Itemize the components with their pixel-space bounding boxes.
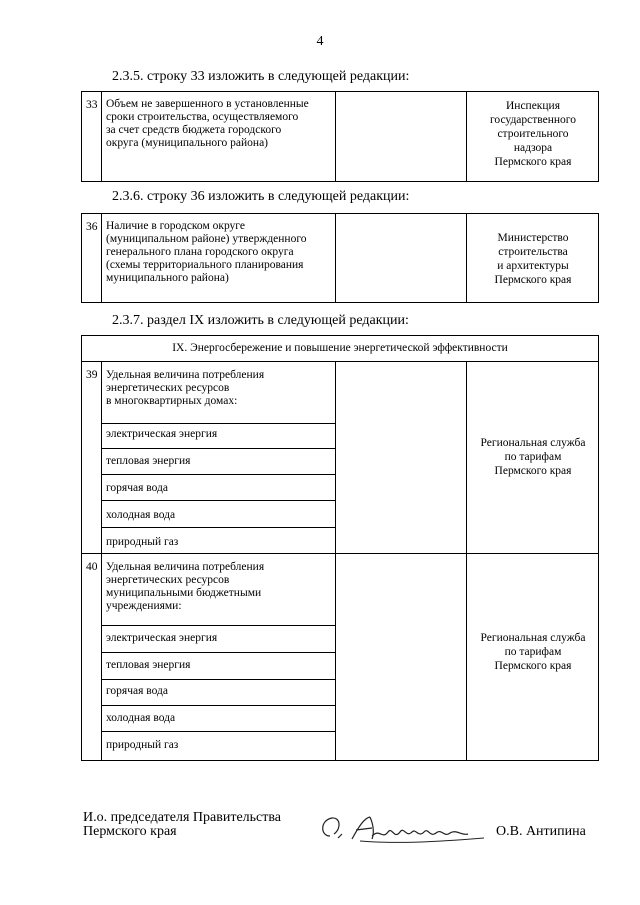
list-item: горячая вода xyxy=(106,685,168,697)
list-item: природный газ xyxy=(106,739,179,751)
list-item: холодная вода xyxy=(106,712,176,724)
section-heading-2-3-5: 2.3.5. строку 33 изложить в следующей редакции: xyxy=(112,69,410,84)
row-number: 39 xyxy=(86,369,98,381)
list-item: горячая вода xyxy=(106,482,168,494)
section-ix-title: IX. Энергосбережение и повышение энергетической эффективности xyxy=(172,342,508,354)
signatory-name: О.В. Антипина xyxy=(496,824,586,839)
responsible-body: Министерство строительства и архитектуры Пермского края xyxy=(494,232,572,286)
handwritten-signature xyxy=(316,808,496,850)
section-heading-2-3-7: 2.3.7. раздел IX изложить в следующей редакции: xyxy=(112,313,409,328)
list-item: электрическая энергия xyxy=(106,428,218,440)
responsible-body: Региональная служба по тарифам Пермского края xyxy=(480,632,586,672)
list-item: тепловая энергия xyxy=(106,659,191,671)
row-number: 36 xyxy=(86,221,98,233)
section-ix-table xyxy=(81,335,599,761)
row-text: Наличие в городском округе (муниципальном районе) утвержденного генерального плана городского округа (схемы территориального планирования муниципального района) xyxy=(106,220,307,284)
row-text: Объем не завершенного в установленные сроки строительства, осуществляемого за счет средств бюджета городского округа (муниципального района) xyxy=(106,98,309,149)
list-item: природный газ xyxy=(106,536,179,548)
list-item: тепловая энергия xyxy=(106,455,191,467)
list-item: холодная вода xyxy=(106,509,176,521)
signatory-position: И.о. председателя Правительства Пермского края xyxy=(83,810,282,839)
table-row-33 xyxy=(81,91,599,182)
table-row-36 xyxy=(81,213,599,303)
list-item: электрическая энергия xyxy=(106,632,218,644)
responsible-body: Инспекция государственного строительного надзора Пермского края xyxy=(490,100,576,168)
row-text: Удельная величина потребления энергетических ресурсов в многоквартирных домах: xyxy=(106,369,265,407)
row-text: Удельная величина потребления энергетических ресурсов муниципальными бюджетными учреждениями: xyxy=(106,561,265,612)
section-heading-2-3-6: 2.3.6. строку 36 изложить в следующей редакции: xyxy=(112,189,410,204)
row-number: 40 xyxy=(86,561,98,573)
responsible-body: Региональная служба по тарифам Пермского края xyxy=(480,437,586,477)
row-number: 33 xyxy=(86,99,98,111)
page-number: 4 xyxy=(316,34,324,49)
